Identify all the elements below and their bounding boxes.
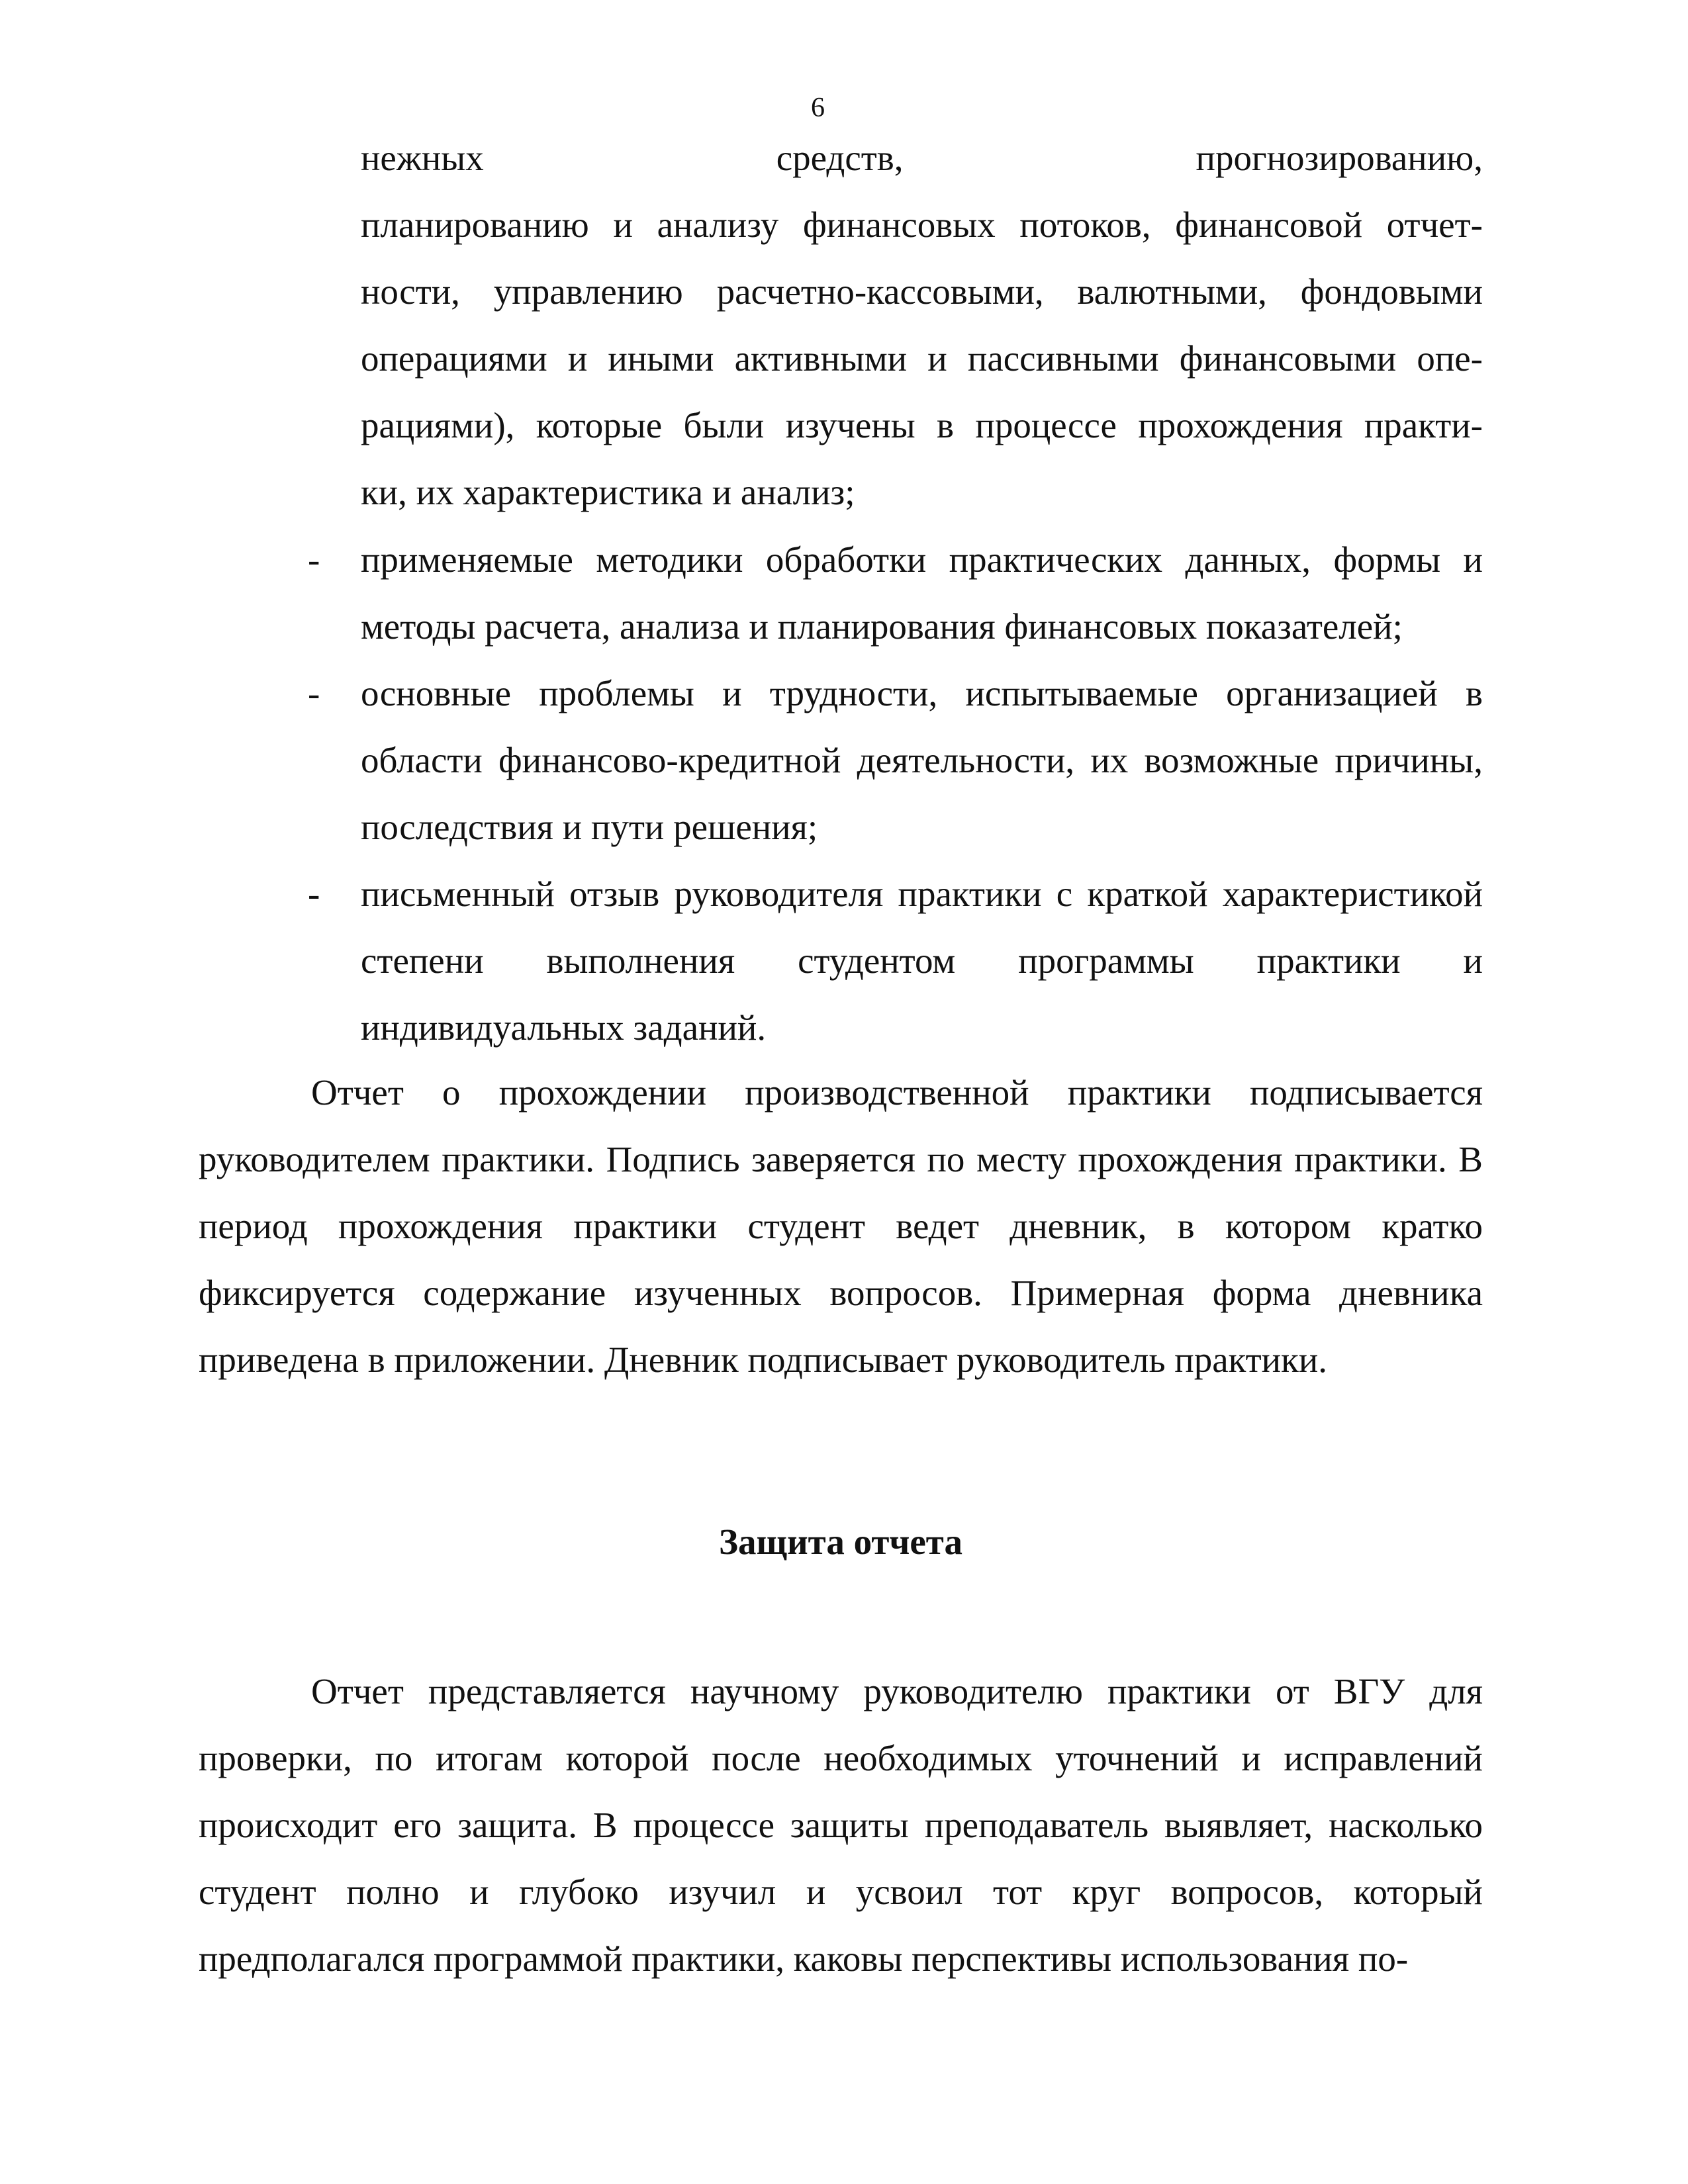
bullet-item [308,526,1483,660]
bullet-marker: - [308,539,320,580]
page-number: 6 [811,93,825,123]
bullet-text: основные проблемы и трудности, испытываемые организацией в области финансово-кредитной деятельности, их возможные причины, последствия и пути решения; [361,673,1483,847]
bullet-text: письменный отзыв руководителя практики с краткой характеристикой степени выполнения студентом программы практики и индивидуальных заданий. [361,874,1483,1048]
bullet-continuation [361,124,1483,525]
continuation-line: ности, управлению расчетно-кассовыми, валютными, фондовыми [361,271,1483,312]
bullet-marker: - [308,673,320,713]
bullet-item [308,660,1483,860]
bullet-item [308,860,1483,1061]
bullet-list [308,526,1483,1061]
bullet-marker: - [308,874,320,914]
defense-paragraph: Отчет представляется научному руководителю практики от ВГУ для проверки, по итогам которой после необходимых уточнений и исправлений происходит его защита. В процессе защиты преподаватель выявляет, насколько студент полно и глубоко изучил и усвоил тот круг вопросов, который предполагался программой практики, каковы перспективы использования по- [199,1671,1483,1979]
continuation-line: ки, их характеристика и анализ; [361,472,855,512]
continuation-line: рациями), которые были изучены в процессе прохождения практи- [361,405,1483,445]
continuation-line: нежных средств, прогнозированию, [361,138,1483,178]
section-heading: Защита отчета [718,1522,962,1562]
report-paragraph: Отчет о прохождении производственной практики подписывается руководителем практики. Подпись заверяется по месту прохождения практики. В период прохождения практики студент ведет дневник, в котором кратко фиксируется содержание изученных вопросов. Примерная форма дневника приведена в приложении. Дневник подписывает руководитель практики. [199,1072,1483,1380]
continuation-line: операциями и иными активными и пассивными финансовыми опе- [361,338,1483,379]
continuation-line: планированию и анализу финансовых потоков, финансовой отчет- [361,205,1483,245]
bullet-text: применяемые методики обработки практических данных, формы и методы расчета, анализа и планирования финансовых показателей; [361,539,1483,647]
